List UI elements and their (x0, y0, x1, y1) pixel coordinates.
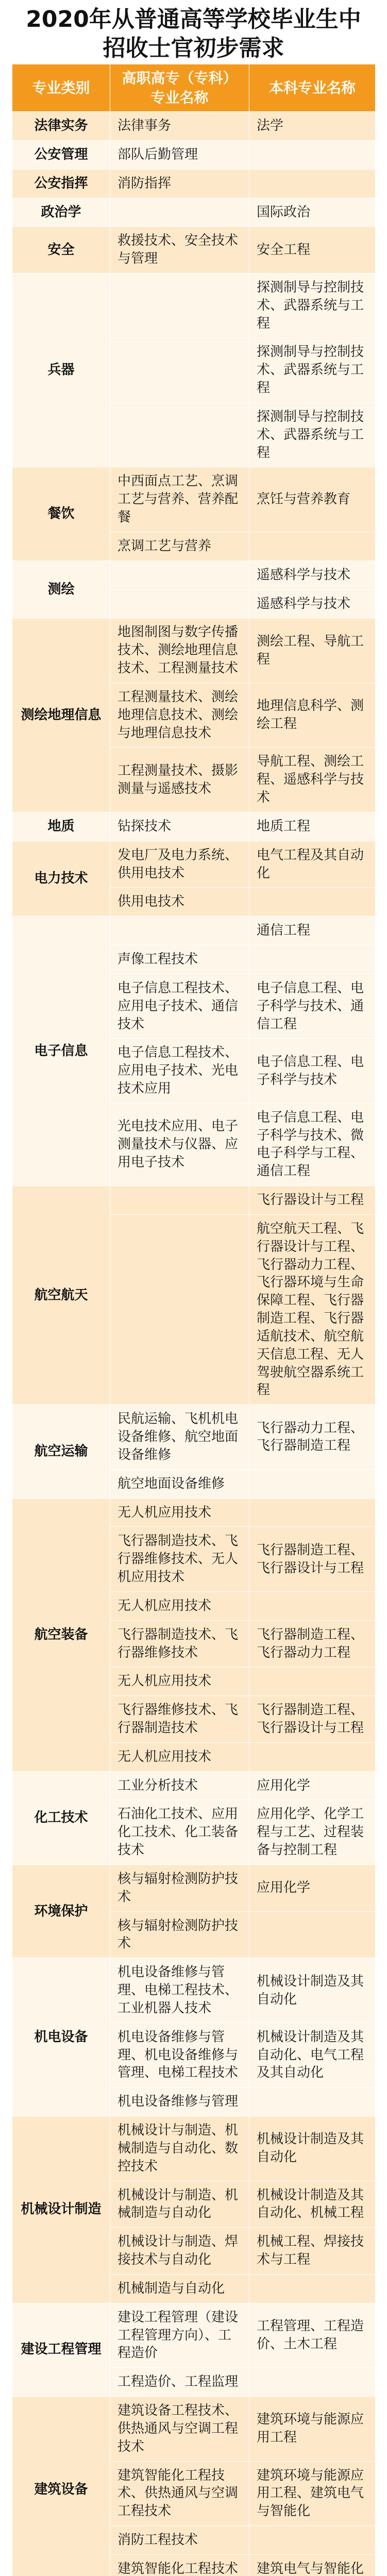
vocational-major-cell: 机械设计与制造、机械制造与自动化、数控技术 (110, 2116, 249, 2181)
header-vocational: 高职高专（专科）专业名称 (110, 64, 249, 112)
category-cell: 餐饮 (12, 467, 110, 561)
undergrad-major-cell: 飞行器制造工程、飞行器动力工程 (249, 1620, 376, 1667)
vocational-major-cell: 建筑智能化工程技术、供热通风与空调工程技术 (110, 2461, 249, 2526)
undergrad-major-cell: 安全工程 (249, 227, 376, 274)
table-row (12, 227, 376, 274)
page-title (0, 0, 387, 61)
category-cell: 地质 (12, 812, 110, 841)
vocational-major-cell: 无人机应用技术 (110, 1591, 249, 1620)
vocational-major-cell (110, 1214, 249, 1404)
table-row (12, 2303, 376, 2367)
vocational-major-cell: 机电设备维修与管理、电梯工程技术、工业机器人技术 (110, 1958, 249, 2023)
vocational-major-cell: 供用电技术 (110, 888, 249, 917)
table-row (12, 618, 376, 683)
vocational-major-cell: 建筑设备工程技术、供热通风与空调工程技术 (110, 2397, 249, 2461)
vocational-major-cell (110, 274, 249, 338)
category-cell: 机电设备 (12, 1958, 110, 2116)
vocational-major-cell: 工程测量技术、摄影测量与遥感技术 (110, 748, 249, 812)
undergrad-major-cell (249, 945, 376, 974)
vocational-major-cell: 飞行器制造技术、飞行器维修技术 (110, 1620, 249, 1667)
table-row (12, 198, 376, 227)
title-line-2: 招收士官初步需求 (103, 35, 284, 62)
vocational-major-cell: 飞行器制造技术、飞行器维修技术、无人机应用技术 (110, 1527, 249, 1591)
undergrad-major-cell: 机械设计制造及其自动化、机械工程 (249, 2181, 376, 2228)
undergrad-major-cell: 航空航天工程、飞行器设计与工程、飞行器动力工程、飞行器环境与生命保障工程、飞行器制造工程、飞行器适航技术、航空航天信息工程、无人驾驶航空器系统工程 (249, 1214, 376, 1404)
table-row (12, 1498, 376, 1527)
undergrad-major-cell: 建筑环境与能源应用工程、建筑电气与智能化 (249, 2461, 376, 2526)
vocational-major-cell: 建筑智能化工程技术 (110, 2554, 249, 2576)
category-cell: 航空装备 (12, 1498, 110, 1771)
vocational-major-cell: 中西面点工艺、烹调工艺与营养、营养配餐 (110, 467, 249, 532)
vocational-major-cell: 烹调工艺与营养 (110, 532, 249, 561)
undergrad-major-cell: 机械设计制造及其自动化 (249, 2116, 376, 2181)
vocational-major-cell: 光电技术应用、电子测量技术与仪器、应用电子技术 (110, 1103, 249, 1185)
undergrad-major-cell (249, 169, 376, 198)
category-cell: 航空运输 (12, 1405, 110, 1498)
vocational-major-cell: 部队后勤管理 (110, 140, 249, 169)
table-row (12, 140, 376, 169)
table-body (12, 112, 376, 2576)
title-line-1: 2020年从普通高等学校毕业生中 (26, 6, 361, 32)
category-cell: 安全 (12, 227, 110, 274)
undergrad-major-cell (249, 2526, 376, 2554)
table-row (12, 917, 376, 945)
undergrad-major-cell (249, 888, 376, 917)
undergrad-major-cell: 电气工程及其自动化 (249, 841, 376, 888)
undergrad-major-cell (249, 532, 376, 561)
undergrad-major-cell: 遥感科学与技术 (249, 561, 376, 589)
table-row (12, 169, 376, 198)
vocational-major-cell (110, 338, 249, 402)
vocational-major-cell: 建设工程管理（建设工程管理方向）、工程造价 (110, 2303, 249, 2367)
undergrad-major-cell (249, 1591, 376, 1620)
vocational-major-cell: 消防工程技术 (110, 2526, 249, 2554)
vocational-major-cell: 飞行器维修技术、飞行器制造技术 (110, 1696, 249, 1743)
undergrad-major-cell: 建筑环境与能源应用工程 (249, 2397, 376, 2461)
vocational-major-cell: 机电设备维修与管理、机电设备维修与管理、电梯工程技术 (110, 2023, 249, 2087)
category-cell: 建筑设备 (12, 2397, 110, 2576)
undergrad-major-cell: 应用化学 (249, 1771, 376, 1800)
undergrad-major-cell: 电子信息工程、电子科学与技术 (249, 1039, 376, 1103)
table-row (12, 561, 376, 589)
category-cell: 电力技术 (12, 841, 110, 916)
vocational-major-cell: 电子信息工程技术、应用电子技术、光电技术应用 (110, 1039, 249, 1103)
undergrad-major-cell: 工程管理、工程造价、土木工程 (249, 2303, 376, 2367)
undergrad-major-cell (249, 1742, 376, 1771)
undergrad-major-cell: 机械设计制造及其自动化、电气工程及其自动化 (249, 2023, 376, 2087)
vocational-major-cell (110, 198, 249, 227)
undergrad-major-cell: 地理信息科学、测绘工程 (249, 683, 376, 747)
undergrad-major-cell: 应用化学、化学工程与工艺、过程装备与控制工程 (249, 1800, 376, 1865)
requirements-table (12, 64, 376, 2576)
vocational-major-cell: 钻探技术 (110, 812, 249, 841)
table-row (12, 467, 376, 532)
table-row (12, 1186, 376, 1215)
vocational-major-cell: 消防指挥 (110, 169, 249, 198)
vocational-major-cell: 石油化工技术、应用化工技术、化工装备技术 (110, 1800, 249, 1865)
vocational-major-cell: 机电设备维修与管理 (110, 2088, 249, 2116)
vocational-major-cell (110, 561, 249, 589)
vocational-major-cell: 核与辐射检测防护技术 (110, 1911, 249, 1958)
table-row (12, 812, 376, 841)
vocational-major-cell: 工程测量技术、测绘地理信息技术、测绘与地理信息技术 (110, 683, 249, 747)
undergrad-major-cell: 探测制导与控制技术、武器系统与工程 (249, 338, 376, 402)
vocational-major-cell: 电子信息工程技术、应用电子技术、通信技术 (110, 974, 249, 1038)
category-cell: 电子信息 (12, 917, 110, 1186)
undergrad-major-cell: 探测制导与控制技术、武器系统与工程 (249, 402, 376, 467)
undergrad-major-cell: 遥感科学与技术 (249, 589, 376, 618)
vocational-major-cell (110, 1186, 249, 1215)
undergrad-major-cell (249, 1469, 376, 1498)
undergrad-major-cell (249, 1911, 376, 1958)
undergrad-major-cell: 飞行器制造工程、飞行器设计与工程 (249, 1527, 376, 1591)
undergrad-major-cell: 国际政治 (249, 198, 376, 227)
undergrad-major-cell: 电子信息工程、电子科学与技术、微电子科学与工程、通信工程 (249, 1103, 376, 1185)
vocational-major-cell: 救援技术、安全技术与管理 (110, 227, 249, 274)
vocational-major-cell: 声像工程技术 (110, 945, 249, 974)
undergrad-major-cell (249, 2274, 376, 2303)
vocational-major-cell (110, 402, 249, 467)
undergrad-major-cell: 地质工程 (249, 812, 376, 841)
undergrad-major-cell (249, 1667, 376, 1696)
vocational-major-cell: 民航运输、飞机机电设备维修、航空地面设备维修 (110, 1405, 249, 1469)
table-row (12, 1958, 376, 2023)
table-row (12, 2397, 376, 2461)
undergrad-major-cell (249, 1498, 376, 1527)
table-row (12, 274, 376, 338)
table-row (12, 1405, 376, 1469)
table-row (12, 112, 376, 141)
table-row (12, 1771, 376, 1800)
vocational-major-cell: 机械制造与自动化 (110, 2274, 249, 2303)
undergrad-major-cell: 测绘工程、导航工程 (249, 618, 376, 683)
vocational-major-cell: 机械设计与制造、焊接技术与自动化 (110, 2228, 249, 2275)
table-row (12, 2116, 376, 2181)
undergrad-major-cell: 机械设计制造及其自动化 (249, 1958, 376, 2023)
undergrad-major-cell: 烹饪与营养教育 (249, 467, 376, 532)
category-cell: 政治学 (12, 198, 110, 227)
category-cell: 测绘地理信息 (12, 618, 110, 812)
undergrad-major-cell: 飞行器设计与工程 (249, 1186, 376, 1215)
category-cell: 测绘 (12, 561, 110, 618)
vocational-major-cell: 发电厂及电力系统、供用电技术 (110, 841, 249, 888)
undergrad-major-cell: 机械工程、焊接技术与工程 (249, 2228, 376, 2275)
undergrad-major-cell: 电子信息工程、电子科学与技术、通信工程 (249, 974, 376, 1038)
vocational-major-cell: 法律事务 (110, 112, 249, 141)
vocational-major-cell (110, 917, 249, 945)
table-row (12, 1865, 376, 1911)
vocational-major-cell: 航空地面设备维修 (110, 1469, 249, 1498)
category-cell: 兵器 (12, 274, 110, 467)
vocational-major-cell: 无人机应用技术 (110, 1742, 249, 1771)
vocational-major-cell (110, 589, 249, 618)
undergrad-major-cell (249, 2368, 376, 2397)
undergrad-major-cell: 探测制导与控制技术、武器系统与工程 (249, 274, 376, 338)
table-row (12, 841, 376, 888)
undergrad-major-cell (249, 140, 376, 169)
undergrad-major-cell: 飞行器动力工程、飞行器制造工程 (249, 1405, 376, 1469)
header-undergrad: 本科专业名称 (249, 64, 376, 112)
vocational-major-cell: 地图制图与数字传播技术、测绘地理信息技术、工程测量技术 (110, 618, 249, 683)
vocational-major-cell: 无人机应用技术 (110, 1667, 249, 1696)
vocational-major-cell: 机械设计与制造、机械制造与自动化 (110, 2181, 249, 2228)
category-cell: 公安管理 (12, 140, 110, 169)
undergrad-major-cell (249, 2088, 376, 2116)
vocational-major-cell: 工业分析技术 (110, 1771, 249, 1800)
category-cell: 法律实务 (12, 112, 110, 141)
undergrad-major-cell: 飞行器制造工程、飞行器设计与工程 (249, 1696, 376, 1743)
undergrad-major-cell: 通信工程 (249, 917, 376, 945)
header-category: 专业类别 (12, 64, 110, 112)
vocational-major-cell: 核与辐射检测防护技术 (110, 1865, 249, 1911)
vocational-major-cell: 无人机应用技术 (110, 1498, 249, 1527)
undergrad-major-cell: 应用化学 (249, 1865, 376, 1911)
category-cell: 环境保护 (12, 1865, 110, 1958)
category-cell: 建设工程管理 (12, 2303, 110, 2396)
undergrad-major-cell: 建筑电气与智能化 (249, 2554, 376, 2576)
category-cell: 化工技术 (12, 1771, 110, 1865)
category-cell: 公安指挥 (12, 169, 110, 198)
undergrad-major-cell: 法学 (249, 112, 376, 141)
undergrad-major-cell: 导航工程、测绘工程、遥感科学与技术 (249, 748, 376, 812)
category-cell: 机械设计制造 (12, 2116, 110, 2303)
category-cell: 航空航天 (12, 1186, 110, 1405)
vocational-major-cell: 工程造价、工程监理 (110, 2368, 249, 2397)
table-header-row (12, 64, 376, 112)
